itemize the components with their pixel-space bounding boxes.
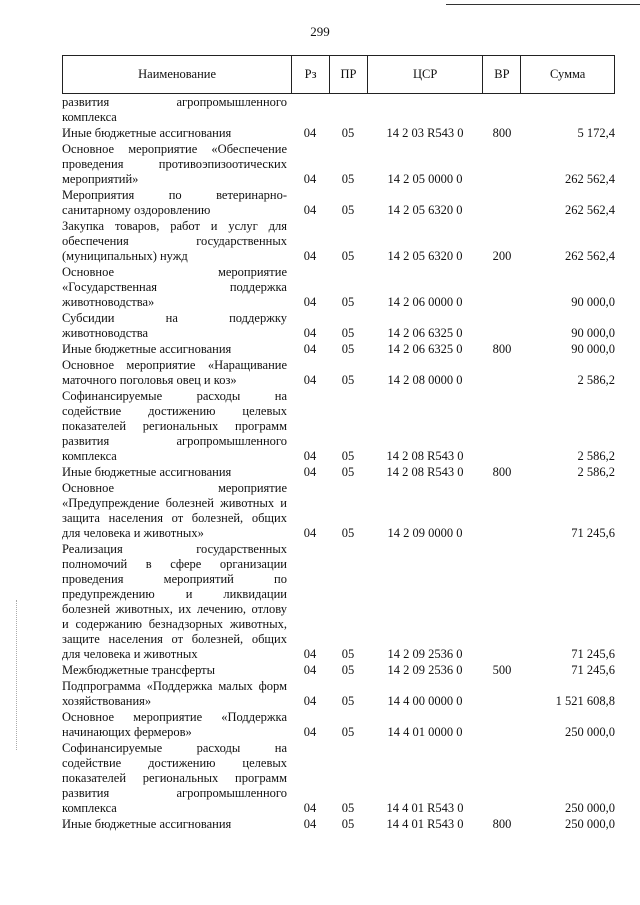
row-name-line: проведения мероприятий по [62, 572, 287, 586]
row-vr: 800 [492, 465, 512, 479]
row-csr: 14 2 05 6320 0 [387, 203, 463, 217]
row-sum: 250 000,0 [565, 817, 615, 831]
row-rz: 04 [303, 373, 317, 387]
margin-mark [16, 600, 18, 750]
header-pr: ПР [329, 56, 367, 93]
row-codes [62, 249, 615, 264]
table-row [62, 481, 615, 541]
row-name-line: санитарному оздоровлению [62, 203, 211, 217]
row-rz: 04 [303, 172, 317, 186]
row-codes [62, 526, 615, 541]
table-row [62, 741, 615, 816]
row-codes [62, 663, 615, 678]
table-row [62, 311, 615, 341]
row-name-line: Закупка товаров, работ и услуг для [62, 219, 287, 233]
row-pr: 05 [341, 801, 355, 815]
row-rz: 04 [303, 465, 317, 479]
table-row [62, 126, 615, 141]
row-name-line: болезней животных, их лечению, отлову [62, 602, 287, 616]
row-codes [62, 449, 615, 464]
row-rz: 04 [303, 126, 317, 140]
row-name-line: Софинансируемые расходы на [62, 389, 287, 403]
table-row [62, 219, 615, 264]
table-row [62, 465, 615, 480]
row-rz: 04 [303, 694, 317, 708]
row-rz: 04 [303, 326, 317, 340]
row-rz: 04 [303, 342, 317, 356]
row-sum: 2 586,2 [577, 373, 615, 387]
row-name-line: Иные бюджетные ассигнования [62, 342, 232, 356]
header-vr: ВР [482, 56, 520, 93]
row-name-line: для человека и животных [62, 647, 198, 661]
row-csr: 14 2 09 2536 0 [387, 647, 463, 661]
row-rz: 04 [303, 249, 317, 263]
row-sum: 262 562,4 [565, 249, 615, 263]
row-codes [62, 373, 615, 388]
row-name-line: Субсидии на поддержку [62, 311, 287, 325]
row-sum: 2 586,2 [577, 449, 615, 463]
table-header [62, 55, 615, 94]
row-name-line: развития агропромышленного [62, 95, 287, 109]
row-codes [62, 342, 615, 357]
row-pr: 05 [341, 172, 355, 186]
row-name-line: Реализация государственных [62, 542, 287, 556]
row-pr: 05 [341, 694, 355, 708]
row-rz: 04 [303, 817, 317, 831]
row-name-line: развития агропромышленного [62, 434, 287, 448]
row-pr: 05 [341, 725, 355, 739]
header-rz: Рз [291, 56, 329, 93]
row-sum: 262 562,4 [565, 203, 615, 217]
row-rz: 04 [303, 295, 317, 309]
row-sum: 90 000,0 [571, 295, 615, 309]
row-name-line: Основное мероприятие [62, 481, 287, 495]
row-csr: 14 2 06 6325 0 [387, 342, 463, 356]
row-csr: 14 4 01 0000 0 [387, 725, 463, 739]
row-name-line: Мероприятия по ветеринарно- [62, 188, 287, 202]
row-name [62, 542, 287, 662]
row-codes [62, 326, 615, 341]
row-name-line: животноводства [62, 326, 148, 340]
row-name-line: «Государственная поддержка [62, 280, 287, 294]
row-sum: 71 245,6 [571, 526, 615, 540]
row-codes [62, 647, 615, 662]
row-vr: 800 [492, 817, 512, 831]
row-pr: 05 [341, 663, 355, 677]
table-row [62, 389, 615, 464]
row-rz: 04 [303, 203, 317, 217]
row-pr: 05 [341, 295, 355, 309]
row-sum: 71 245,6 [571, 647, 615, 661]
row-name-line: и содержанию безнадзорных животных, [62, 617, 287, 631]
row-csr: 14 2 06 6325 0 [387, 326, 463, 340]
row-rz: 04 [303, 725, 317, 739]
row-pr: 05 [341, 817, 355, 831]
row-pr: 05 [341, 647, 355, 661]
row-name-line: начинающих фермеров» [62, 725, 192, 739]
row-codes [62, 725, 615, 740]
row-csr: 14 4 01 R543 0 [386, 801, 464, 815]
row-name-line: мероприятий» [62, 172, 139, 186]
header-sum: Сумма [520, 56, 614, 93]
row-csr: 14 2 09 0000 0 [387, 526, 463, 540]
row-sum: 5 172,4 [577, 126, 615, 140]
row-sum: 262 562,4 [565, 172, 615, 186]
row-name-line: «Предупреждение болезней животных и [62, 496, 287, 510]
row-name-line: Иные бюджетные ассигнования [62, 126, 232, 140]
table-row [62, 542, 615, 662]
row-codes [62, 126, 615, 141]
row-pr: 05 [341, 526, 355, 540]
row-name-line: полномочий в сфере организации [62, 557, 287, 571]
row-name-line: показателей региональных программ [62, 771, 287, 785]
row-codes [62, 694, 615, 709]
row-rz: 04 [303, 526, 317, 540]
table-row [62, 817, 615, 832]
row-rz: 04 [303, 449, 317, 463]
row-csr: 14 2 05 6320 0 [387, 249, 463, 263]
row-name-line: защите населения от болезней, общих [62, 632, 287, 646]
row-name-line: хозяйствования» [62, 694, 152, 708]
row-name-line: для человека и животных» [62, 526, 204, 540]
top-rule [446, 4, 640, 5]
row-name-line: предупреждению и ликвидации [62, 587, 287, 601]
row-sum: 71 245,6 [571, 663, 615, 677]
row-pr: 05 [341, 342, 355, 356]
row-rz: 04 [303, 647, 317, 661]
row-name-line: проведения противоэпизоотических [62, 157, 287, 171]
row-pr: 05 [341, 203, 355, 217]
row-pr: 05 [341, 373, 355, 387]
row-name-line: защита населения от болезней, общих [62, 511, 287, 525]
row-codes [62, 172, 615, 187]
row-name-line: Основное мероприятие «Поддержка [62, 710, 287, 724]
row-pr: 05 [341, 465, 355, 479]
row-name-line: Подпрограмма «Поддержка малых форм [62, 679, 287, 693]
row-name-line: (муниципальных) нужд [62, 249, 188, 263]
row-name-line: Основное мероприятие [62, 265, 287, 279]
table-row [62, 663, 615, 678]
header-name: Наименование [138, 67, 217, 81]
table-row [62, 95, 615, 125]
row-codes [62, 801, 615, 816]
row-codes [62, 110, 615, 125]
row-pr: 05 [341, 249, 355, 263]
row-csr: 14 4 01 R543 0 [386, 817, 464, 831]
row-vr: 500 [492, 663, 512, 677]
row-name-line: Иные бюджетные ассигнования [62, 465, 232, 479]
row-csr: 14 2 03 R543 0 [386, 126, 464, 140]
row-name-line: содействие достижению целевых [62, 404, 287, 418]
row-codes [62, 295, 615, 310]
row-sum: 90 000,0 [571, 326, 615, 340]
row-name-line: развития агропромышленного [62, 786, 287, 800]
row-name-line: Основное мероприятие «Обеспечение [62, 142, 287, 156]
row-vr: 200 [492, 249, 512, 263]
table-row [62, 265, 615, 310]
row-csr: 14 2 06 0000 0 [387, 295, 463, 309]
table-row [62, 142, 615, 187]
page-number: 299 [310, 24, 330, 39]
row-csr: 14 4 00 0000 0 [387, 694, 463, 708]
row-rz: 04 [303, 663, 317, 677]
row-name-line: показателей региональных программ [62, 419, 287, 433]
table-row [62, 188, 615, 218]
row-vr: 800 [492, 342, 512, 356]
row-vr: 800 [492, 126, 512, 140]
table-row [62, 358, 615, 388]
row-name-line: комплекса [62, 801, 117, 815]
row-codes [62, 817, 615, 832]
table-row [62, 710, 615, 740]
row-sum: 250 000,0 [565, 801, 615, 815]
header-csr: ЦСР [367, 56, 483, 93]
row-csr: 14 2 08 0000 0 [387, 373, 463, 387]
row-rz: 04 [303, 801, 317, 815]
row-name-line: Софинансируемые расходы на [62, 741, 287, 755]
row-sum: 90 000,0 [571, 342, 615, 356]
row-codes [62, 203, 615, 218]
row-csr: 14 2 08 R543 0 [386, 449, 464, 463]
row-csr: 14 2 08 R543 0 [386, 465, 464, 479]
row-pr: 05 [341, 326, 355, 340]
row-name-line: животноводства» [62, 295, 155, 309]
row-sum: 1 521 608,8 [555, 694, 615, 708]
row-csr: 14 2 05 0000 0 [387, 172, 463, 186]
row-name-line: маточного поголовья овец и коз» [62, 373, 237, 387]
row-name-line: обеспечения государственных [62, 234, 287, 248]
row-name-line: комплекса [62, 449, 117, 463]
row-pr: 05 [341, 126, 355, 140]
row-name-line: содействие достижению целевых [62, 756, 287, 770]
row-codes [62, 465, 615, 480]
table-row [62, 342, 615, 357]
row-sum: 250 000,0 [565, 725, 615, 739]
row-name-line: Основное мероприятие «Наращивание [62, 358, 287, 372]
row-csr: 14 2 09 2536 0 [387, 663, 463, 677]
row-name-line: Межбюджетные трансферты [62, 663, 216, 677]
row-name-line: комплекса [62, 110, 117, 124]
row-pr: 05 [341, 449, 355, 463]
row-sum: 2 586,2 [577, 465, 615, 479]
row-name-line: Иные бюджетные ассигнования [62, 817, 232, 831]
table-row [62, 679, 615, 709]
